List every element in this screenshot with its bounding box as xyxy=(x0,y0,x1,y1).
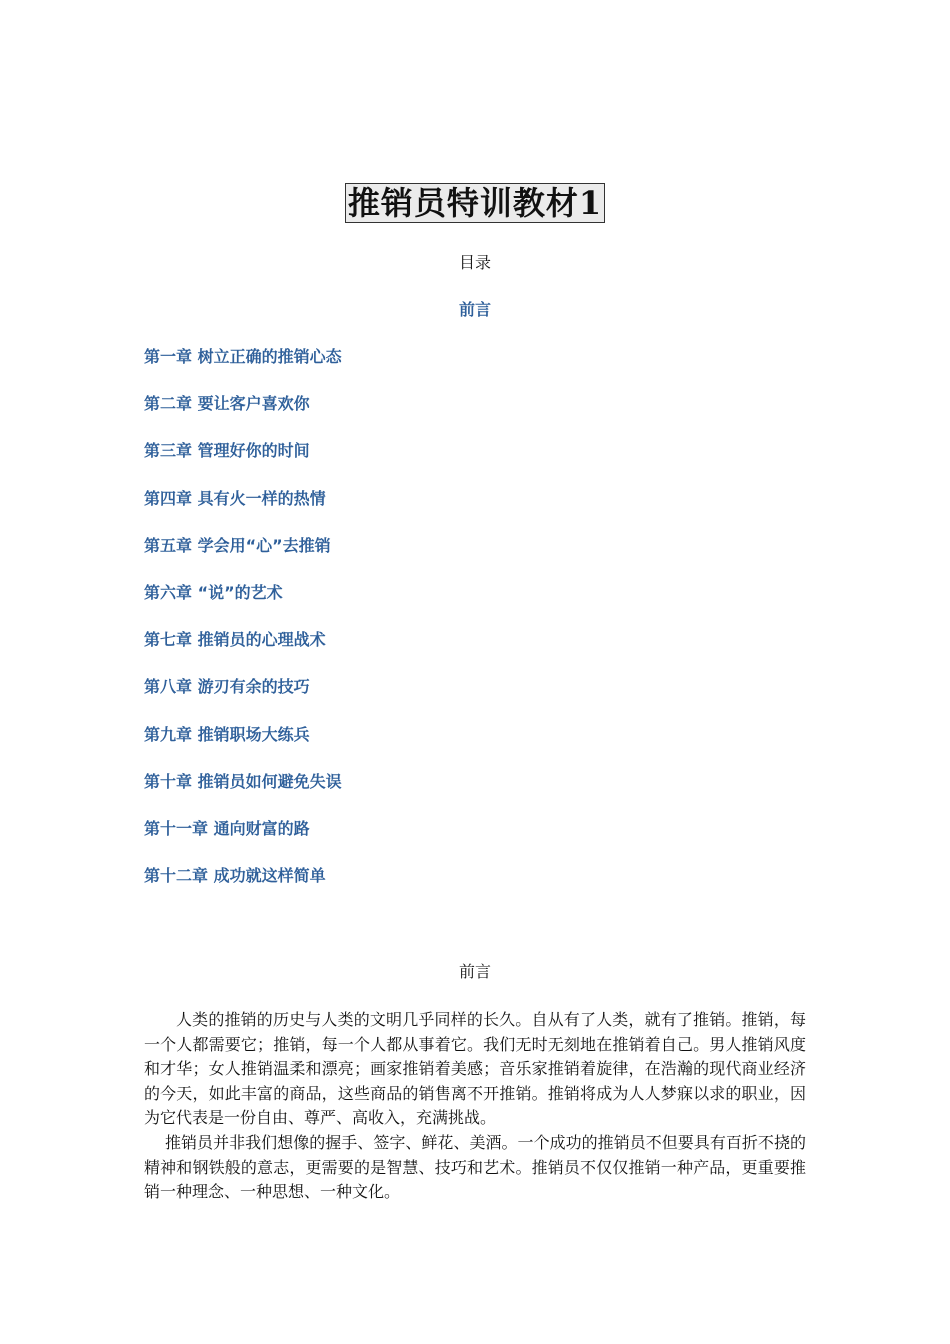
table-of-contents xyxy=(144,347,342,913)
toc-heading: 目录 xyxy=(458,253,491,272)
toc-item xyxy=(144,772,342,819)
toc-link-chapter-11[interactable]: 第十一章 通向财富的路 xyxy=(144,818,310,838)
toc-item xyxy=(144,441,342,488)
title-container xyxy=(0,183,950,223)
toc-link-chapter-10[interactable]: 第十章 推销员如何避免失误 xyxy=(144,771,342,791)
toc-link-chapter-4[interactable]: 第四章 具有火一样的热情 xyxy=(144,488,326,508)
toc-item xyxy=(144,677,342,724)
toc-preface-container xyxy=(0,300,950,320)
preface-heading: 前言 xyxy=(458,962,491,981)
toc-link-preface[interactable]: 前言 xyxy=(458,300,491,319)
toc-link-chapter-3[interactable]: 第三章 管理好你的时间 xyxy=(144,441,310,461)
toc-link-chapter-6[interactable]: 第六章 “说”的艺术 xyxy=(144,582,283,602)
toc-link-chapter-1[interactable]: 第一章 树立正确的推销心态 xyxy=(144,347,342,366)
preface-paragraph-1: 人类的推销的历史与人类的文明几乎同样的长久。自从有了人类，就有了推销。推销，每一个人都需要它；推销，每一个人都从事着它。我们无时无刻地在推销着自己。男人推销风度和才华；女人推销温柔和漂亮；画家推销着美感；音乐家推销着旋律，在浩瀚的现代商业经济的今天，如此丰富的商品，这些商品的销售离不开推销。推销将成为人人梦寐以求的职业，因为它代表是一份自由、尊严、高收入，充满挑战。 xyxy=(144,1010,806,1128)
toc-item xyxy=(144,394,342,441)
toc-link-chapter-9[interactable]: 第九章 推销职场大练兵 xyxy=(144,724,310,744)
toc-item xyxy=(144,489,342,536)
preface-body xyxy=(144,1008,806,1205)
toc-item xyxy=(144,583,342,630)
toc-item xyxy=(144,725,342,772)
toc-link-chapter-5[interactable]: 第五章 学会用“心”去推销 xyxy=(144,535,331,555)
toc-link-chapter-8[interactable]: 第八章 游刃有余的技巧 xyxy=(144,677,310,697)
toc-link-chapter-7[interactable]: 第七章 推销员的心理战术 xyxy=(144,630,326,650)
toc-item xyxy=(144,819,342,866)
toc-link-chapter-2[interactable]: 第二章 要让客户喜欢你 xyxy=(144,394,310,414)
toc-item xyxy=(144,347,342,394)
toc-item xyxy=(144,536,342,583)
preface-paragraph-2: 推销员并非我们想像的握手、签字、鲜花、美酒。一个成功的推销员不但要具有百折不挠的精神和钢铁般的意志，更需要的是智慧、技巧和艺术。推销员不仅仅推销一种产品，更重要推销一种理念、一种思想、一种文化。 xyxy=(144,1132,806,1202)
toc-item xyxy=(144,866,342,913)
document-title: 推销员特训教材1 xyxy=(345,183,605,223)
toc-link-chapter-12[interactable]: 第十二章 成功就这样简单 xyxy=(144,866,326,886)
toc-item xyxy=(144,630,342,677)
